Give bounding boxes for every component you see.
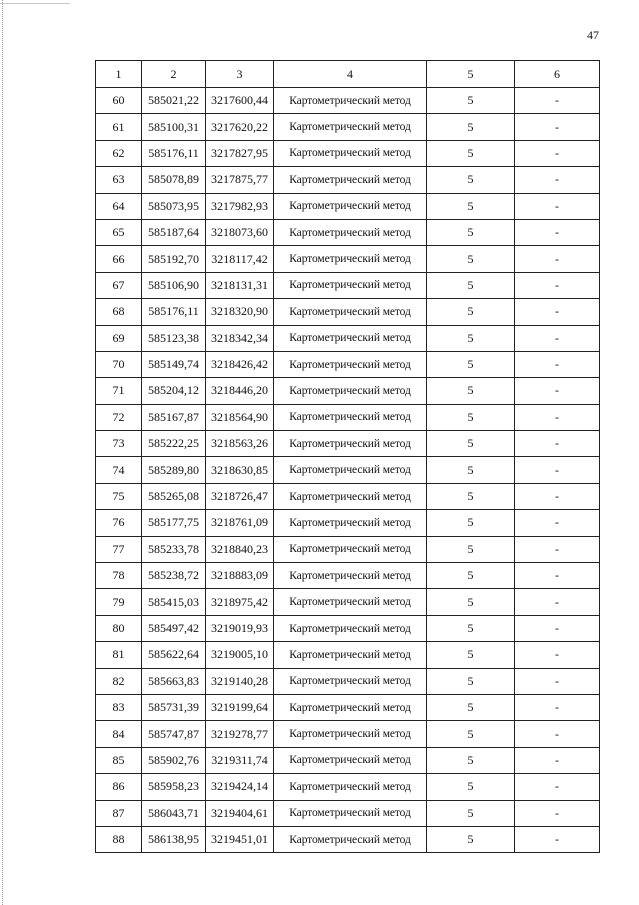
y-coordinate-cell: 3218840,23: [206, 536, 274, 562]
y-coordinate-cell: 3219140,28: [206, 668, 274, 694]
point-number-cell: 71: [96, 378, 142, 404]
x-coordinate-cell: 585747,87: [142, 721, 206, 747]
point-number-cell: 85: [96, 747, 142, 773]
x-coordinate-cell: 585222,25: [142, 431, 206, 457]
y-coordinate-cell: 3217620,22: [206, 114, 274, 140]
y-coordinate-cell: 3217982,93: [206, 193, 274, 219]
accuracy-cell: 5: [427, 510, 515, 536]
column-header-3: 3: [206, 61, 274, 88]
accuracy-cell: 5: [427, 325, 515, 351]
x-coordinate-cell: 585177,75: [142, 510, 206, 536]
note-cell: -: [515, 457, 600, 483]
note-cell: -: [515, 800, 600, 826]
y-coordinate-cell: 3218426,42: [206, 351, 274, 377]
x-coordinate-cell: 585238,72: [142, 563, 206, 589]
accuracy-cell: 5: [427, 88, 515, 114]
table-row: [96, 325, 600, 351]
y-coordinate-cell: 3219019,93: [206, 615, 274, 641]
accuracy-cell: 5: [427, 246, 515, 272]
accuracy-cell: 5: [427, 536, 515, 562]
y-coordinate-cell: 3219311,74: [206, 747, 274, 773]
method-cell: Картометрический метод: [274, 615, 427, 641]
y-coordinate-cell: 3217600,44: [206, 88, 274, 114]
note-cell: -: [515, 114, 600, 140]
note-cell: -: [515, 299, 600, 325]
x-coordinate-cell: 585176,11: [142, 299, 206, 325]
note-cell: -: [515, 483, 600, 509]
accuracy-cell: 5: [427, 642, 515, 668]
accuracy-cell: 5: [427, 694, 515, 720]
point-number-cell: 70: [96, 351, 142, 377]
y-coordinate-cell: 3218131,31: [206, 272, 274, 298]
y-coordinate-cell: 3218761,09: [206, 510, 274, 536]
x-coordinate-cell: 585187,64: [142, 219, 206, 245]
method-cell: Картометрический метод: [274, 694, 427, 720]
accuracy-cell: 5: [427, 721, 515, 747]
point-number-cell: 81: [96, 642, 142, 668]
x-coordinate-cell: 585265,08: [142, 483, 206, 509]
x-coordinate-cell: 585073,95: [142, 193, 206, 219]
table-row: [96, 563, 600, 589]
accuracy-cell: 5: [427, 774, 515, 800]
note-cell: -: [515, 668, 600, 694]
table-row: [96, 404, 600, 430]
note-cell: -: [515, 378, 600, 404]
point-number-cell: 64: [96, 193, 142, 219]
x-coordinate-cell: 585731,39: [142, 694, 206, 720]
table-row: [96, 668, 600, 694]
column-header-1: 1: [96, 61, 142, 88]
y-coordinate-cell: 3219451,01: [206, 826, 274, 852]
table-row: [96, 88, 600, 114]
accuracy-cell: 5: [427, 193, 515, 219]
table-body: [96, 88, 600, 853]
accuracy-cell: 5: [427, 299, 515, 325]
table-header-row: [96, 61, 600, 88]
accuracy-cell: 5: [427, 668, 515, 694]
table-row: [96, 826, 600, 852]
point-number-cell: 61: [96, 114, 142, 140]
note-cell: -: [515, 351, 600, 377]
x-coordinate-cell: 585100,31: [142, 114, 206, 140]
x-coordinate-cell: 585123,38: [142, 325, 206, 351]
x-coordinate-cell: 585663,83: [142, 668, 206, 694]
table-row: [96, 299, 600, 325]
x-coordinate-cell: 585204,12: [142, 378, 206, 404]
note-cell: -: [515, 246, 600, 272]
x-coordinate-cell: 585078,89: [142, 167, 206, 193]
note-cell: -: [515, 219, 600, 245]
table-row: [96, 589, 600, 615]
point-number-cell: 83: [96, 694, 142, 720]
column-header-2: 2: [142, 61, 206, 88]
note-cell: -: [515, 404, 600, 430]
y-coordinate-cell: 3217827,95: [206, 140, 274, 166]
column-header-5: 5: [427, 61, 515, 88]
note-cell: -: [515, 272, 600, 298]
point-number-cell: 60: [96, 88, 142, 114]
x-coordinate-cell: 585167,87: [142, 404, 206, 430]
method-cell: Картометрический метод: [274, 378, 427, 404]
point-number-cell: 87: [96, 800, 142, 826]
accuracy-cell: 5: [427, 378, 515, 404]
note-cell: -: [515, 88, 600, 114]
accuracy-cell: 5: [427, 589, 515, 615]
note-cell: -: [515, 747, 600, 773]
note-cell: -: [515, 536, 600, 562]
table-row: [96, 457, 600, 483]
method-cell: Картометрический метод: [274, 431, 427, 457]
coordinates-table: [95, 60, 600, 853]
accuracy-cell: 5: [427, 826, 515, 852]
table-row: [96, 140, 600, 166]
x-coordinate-cell: 585233,78: [142, 536, 206, 562]
method-cell: Картометрический метод: [274, 563, 427, 589]
point-number-cell: 88: [96, 826, 142, 852]
accuracy-cell: 5: [427, 615, 515, 641]
x-coordinate-cell: 585149,74: [142, 351, 206, 377]
table-row: [96, 114, 600, 140]
y-coordinate-cell: 3218883,09: [206, 563, 274, 589]
method-cell: Картометрический метод: [274, 510, 427, 536]
method-cell: Картометрический метод: [274, 88, 427, 114]
note-cell: -: [515, 325, 600, 351]
page-number: 47: [587, 28, 599, 42]
method-cell: Картометрический метод: [274, 747, 427, 773]
y-coordinate-cell: 3219424,14: [206, 774, 274, 800]
method-cell: Картометрический метод: [274, 721, 427, 747]
table-row: [96, 747, 600, 773]
method-cell: Картометрический метод: [274, 351, 427, 377]
y-coordinate-cell: 3218320,90: [206, 299, 274, 325]
y-coordinate-cell: 3218117,42: [206, 246, 274, 272]
accuracy-cell: 5: [427, 219, 515, 245]
accuracy-cell: 5: [427, 483, 515, 509]
point-number-cell: 76: [96, 510, 142, 536]
point-number-cell: 73: [96, 431, 142, 457]
accuracy-cell: 5: [427, 800, 515, 826]
method-cell: Картометрический метод: [274, 483, 427, 509]
table-row: [96, 167, 600, 193]
accuracy-cell: 5: [427, 457, 515, 483]
method-cell: Картометрический метод: [274, 272, 427, 298]
x-coordinate-cell: 585958,23: [142, 774, 206, 800]
table-row: [96, 219, 600, 245]
point-number-cell: 77: [96, 536, 142, 562]
note-cell: -: [515, 826, 600, 852]
accuracy-cell: 5: [427, 272, 515, 298]
method-cell: Картометрический метод: [274, 299, 427, 325]
x-coordinate-cell: 585622,64: [142, 642, 206, 668]
x-coordinate-cell: 585192,70: [142, 246, 206, 272]
note-cell: -: [515, 140, 600, 166]
point-number-cell: 75: [96, 483, 142, 509]
y-coordinate-cell: 3218446,20: [206, 378, 274, 404]
method-cell: Картометрический метод: [274, 246, 427, 272]
method-cell: Картометрический метод: [274, 589, 427, 615]
note-cell: -: [515, 774, 600, 800]
y-coordinate-cell: 3218630,85: [206, 457, 274, 483]
table-row: [96, 800, 600, 826]
point-number-cell: 79: [96, 589, 142, 615]
x-coordinate-cell: 585415,03: [142, 589, 206, 615]
table-row: [96, 642, 600, 668]
table-row: [96, 615, 600, 641]
table-row: [96, 246, 600, 272]
note-cell: -: [515, 694, 600, 720]
table-row: [96, 536, 600, 562]
point-number-cell: 78: [96, 563, 142, 589]
y-coordinate-cell: 3218975,42: [206, 589, 274, 615]
note-cell: -: [515, 431, 600, 457]
x-coordinate-cell: 586138,95: [142, 826, 206, 852]
method-cell: Картометрический метод: [274, 774, 427, 800]
point-number-cell: 68: [96, 299, 142, 325]
accuracy-cell: 5: [427, 114, 515, 140]
point-number-cell: 72: [96, 404, 142, 430]
note-cell: -: [515, 563, 600, 589]
method-cell: Картометрический метод: [274, 800, 427, 826]
table-row: [96, 351, 600, 377]
method-cell: Картометрический метод: [274, 642, 427, 668]
note-cell: -: [515, 642, 600, 668]
table-row: [96, 721, 600, 747]
method-cell: Картометрический метод: [274, 167, 427, 193]
y-coordinate-cell: 3219199,64: [206, 694, 274, 720]
x-coordinate-cell: 585902,76: [142, 747, 206, 773]
point-number-cell: 66: [96, 246, 142, 272]
point-number-cell: 84: [96, 721, 142, 747]
point-number-cell: 63: [96, 167, 142, 193]
accuracy-cell: 5: [427, 747, 515, 773]
note-cell: -: [515, 510, 600, 536]
table-row: [96, 510, 600, 536]
x-coordinate-cell: 585497,42: [142, 615, 206, 641]
method-cell: Картометрический метод: [274, 193, 427, 219]
y-coordinate-cell: 3217875,77: [206, 167, 274, 193]
method-cell: Картометрический метод: [274, 826, 427, 852]
y-coordinate-cell: 3219005,10: [206, 642, 274, 668]
point-number-cell: 65: [96, 219, 142, 245]
accuracy-cell: 5: [427, 404, 515, 430]
table-row: [96, 774, 600, 800]
accuracy-cell: 5: [427, 140, 515, 166]
point-number-cell: 82: [96, 668, 142, 694]
x-coordinate-cell: 585289,80: [142, 457, 206, 483]
scan-border-left: [2, 0, 4, 905]
note-cell: -: [515, 193, 600, 219]
note-cell: -: [515, 721, 600, 747]
x-coordinate-cell: 586043,71: [142, 800, 206, 826]
note-cell: -: [515, 589, 600, 615]
table-row: [96, 694, 600, 720]
y-coordinate-cell: 3219278,77: [206, 721, 274, 747]
method-cell: Картометрический метод: [274, 114, 427, 140]
scan-border-top: [0, 3, 70, 4]
point-number-cell: 80: [96, 615, 142, 641]
table-row: [96, 193, 600, 219]
point-number-cell: 86: [96, 774, 142, 800]
accuracy-cell: 5: [427, 351, 515, 377]
method-cell: Картометрический метод: [274, 140, 427, 166]
x-coordinate-cell: 585106,90: [142, 272, 206, 298]
accuracy-cell: 5: [427, 563, 515, 589]
table-row: [96, 483, 600, 509]
y-coordinate-cell: 3219404,61: [206, 800, 274, 826]
table-row: [96, 378, 600, 404]
note-cell: -: [515, 167, 600, 193]
accuracy-cell: 5: [427, 167, 515, 193]
column-header-6: 6: [515, 61, 600, 88]
y-coordinate-cell: 3218073,60: [206, 219, 274, 245]
y-coordinate-cell: 3218726,47: [206, 483, 274, 509]
point-number-cell: 67: [96, 272, 142, 298]
point-number-cell: 74: [96, 457, 142, 483]
y-coordinate-cell: 3218564,90: [206, 404, 274, 430]
method-cell: Картометрический метод: [274, 536, 427, 562]
method-cell: Картометрический метод: [274, 404, 427, 430]
accuracy-cell: 5: [427, 431, 515, 457]
y-coordinate-cell: 3218563,26: [206, 431, 274, 457]
method-cell: Картометрический метод: [274, 668, 427, 694]
x-coordinate-cell: 585021,22: [142, 88, 206, 114]
x-coordinate-cell: 585176,11: [142, 140, 206, 166]
point-number-cell: 62: [96, 140, 142, 166]
method-cell: Картометрический метод: [274, 457, 427, 483]
method-cell: Картометрический метод: [274, 325, 427, 351]
method-cell: Картометрический метод: [274, 219, 427, 245]
table-row: [96, 272, 600, 298]
column-header-4: 4: [274, 61, 427, 88]
table-row: [96, 431, 600, 457]
y-coordinate-cell: 3218342,34: [206, 325, 274, 351]
point-number-cell: 69: [96, 325, 142, 351]
note-cell: -: [515, 615, 600, 641]
